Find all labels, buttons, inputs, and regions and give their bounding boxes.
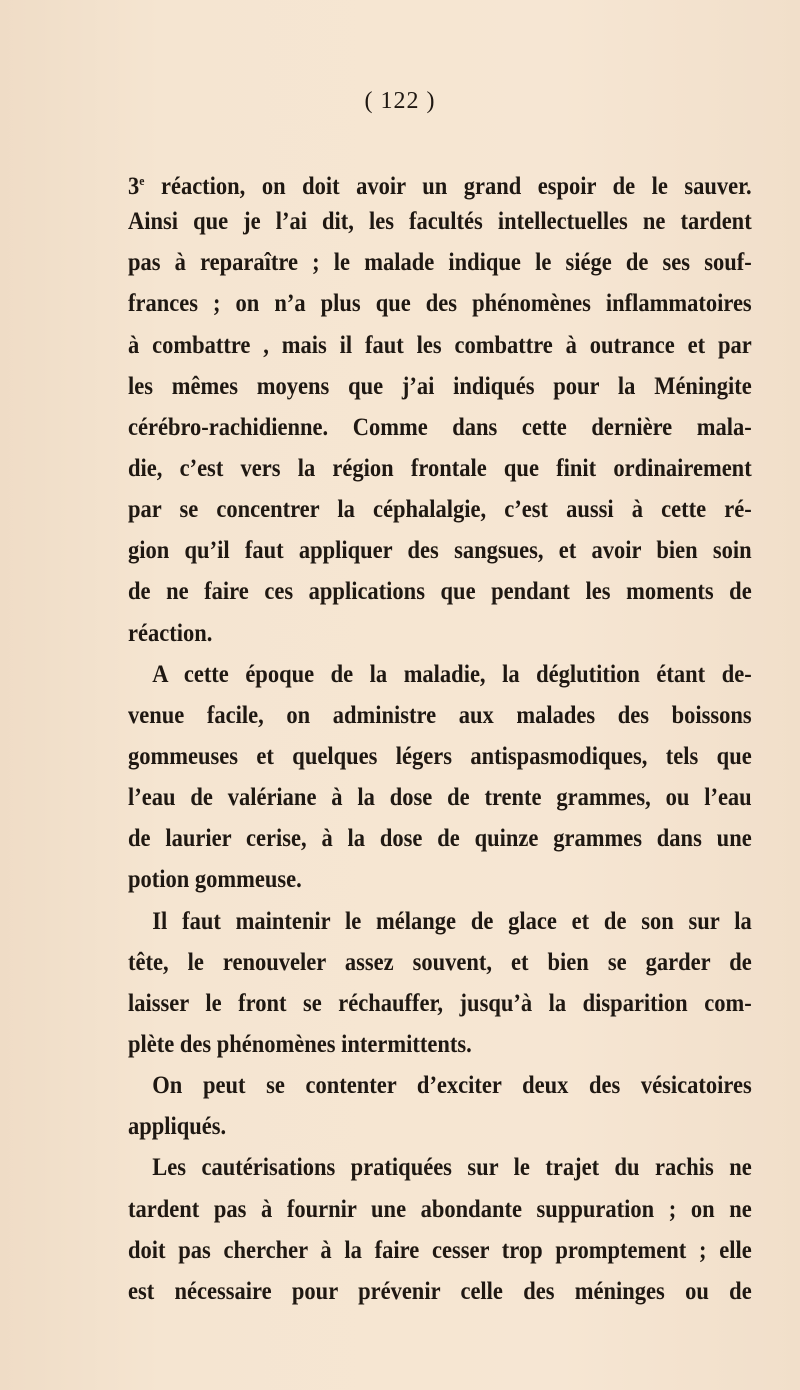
- ordinal-number: 3: [128, 173, 140, 200]
- text-line: venue facile, on administre aux malades des boissons: [128, 701, 752, 729]
- ordinal-suffix: e: [139, 173, 145, 188]
- text-line: pas à reparaître ; le malade indique le siége de ses souf-: [128, 249, 752, 277]
- text-line: tardent pas à fournir une abondante suppuration ; on ne: [128, 1195, 752, 1223]
- text-line: cérébro-rachidienne. Comme dans cette dernière mala-: [128, 413, 752, 441]
- text-line: de laurier cerise, à la dose de quinze grammes dans une: [128, 825, 752, 853]
- text-line: A cette époque de la maladie, la déglutition étant de-: [152, 660, 752, 688]
- text-line: doit pas chercher à la faire cesser trop promptement ; elle: [128, 1236, 752, 1264]
- text-line: à combattre , mais il faut les combattre à outrance et par: [128, 331, 752, 359]
- text-line: l’eau de valériane à la dose de trente grammes, ou l’eau: [128, 784, 752, 812]
- text-line: gommeuses et quelques légers antispasmodiques, tels que: [128, 742, 752, 770]
- text-line: par se concentrer la céphalalgie, c’est aussi à cette ré-: [128, 496, 752, 524]
- text-line: [128, 160, 752, 201]
- text-line: frances ; on n’a plus que des phénomènes inflammatoires: [128, 290, 752, 318]
- page-number: ( 122 ): [364, 88, 436, 114]
- text-line-content: réaction, on doit avoir un grand espoir de le sauver.: [144, 173, 752, 200]
- text-line: On peut se contenter d’exciter deux des vésicatoires: [152, 1072, 752, 1100]
- text-line: plète des phénomènes intermittents.: [128, 1030, 472, 1058]
- text-line: les mêmes moyens que j’ai indiqués pour la Méningite: [128, 372, 752, 400]
- text-line: de ne faire ces applications que pendant les moments de: [128, 578, 752, 606]
- text-line: Il faut maintenir le mélange de glace et de son sur la: [152, 907, 752, 935]
- text-line: réaction.: [128, 619, 213, 647]
- text-line: laisser le front se réchauffer, jusqu’à la disparition com-: [128, 989, 752, 1017]
- text-line: potion gommeuse.: [128, 866, 302, 894]
- text-line: est nécessaire pour prévenir celle des méninges ou de: [128, 1277, 752, 1305]
- text-line: Ainsi que je l’ai dit, les facultés intellectuelles ne tardent: [128, 208, 752, 236]
- body-text: [128, 160, 752, 1312]
- text-line: gion qu’il faut appliquer des sangsues, et avoir bien soin: [128, 537, 752, 565]
- text-line: Les cautérisations pratiquées sur le trajet du rachis ne: [152, 1154, 752, 1182]
- text-line: tête, le renouveler assez souvent, et bien se garder de: [128, 948, 752, 976]
- text-line: appliqués.: [128, 1113, 227, 1141]
- text-line: die, c’est vers la région frontale que finit ordinairement: [128, 454, 752, 482]
